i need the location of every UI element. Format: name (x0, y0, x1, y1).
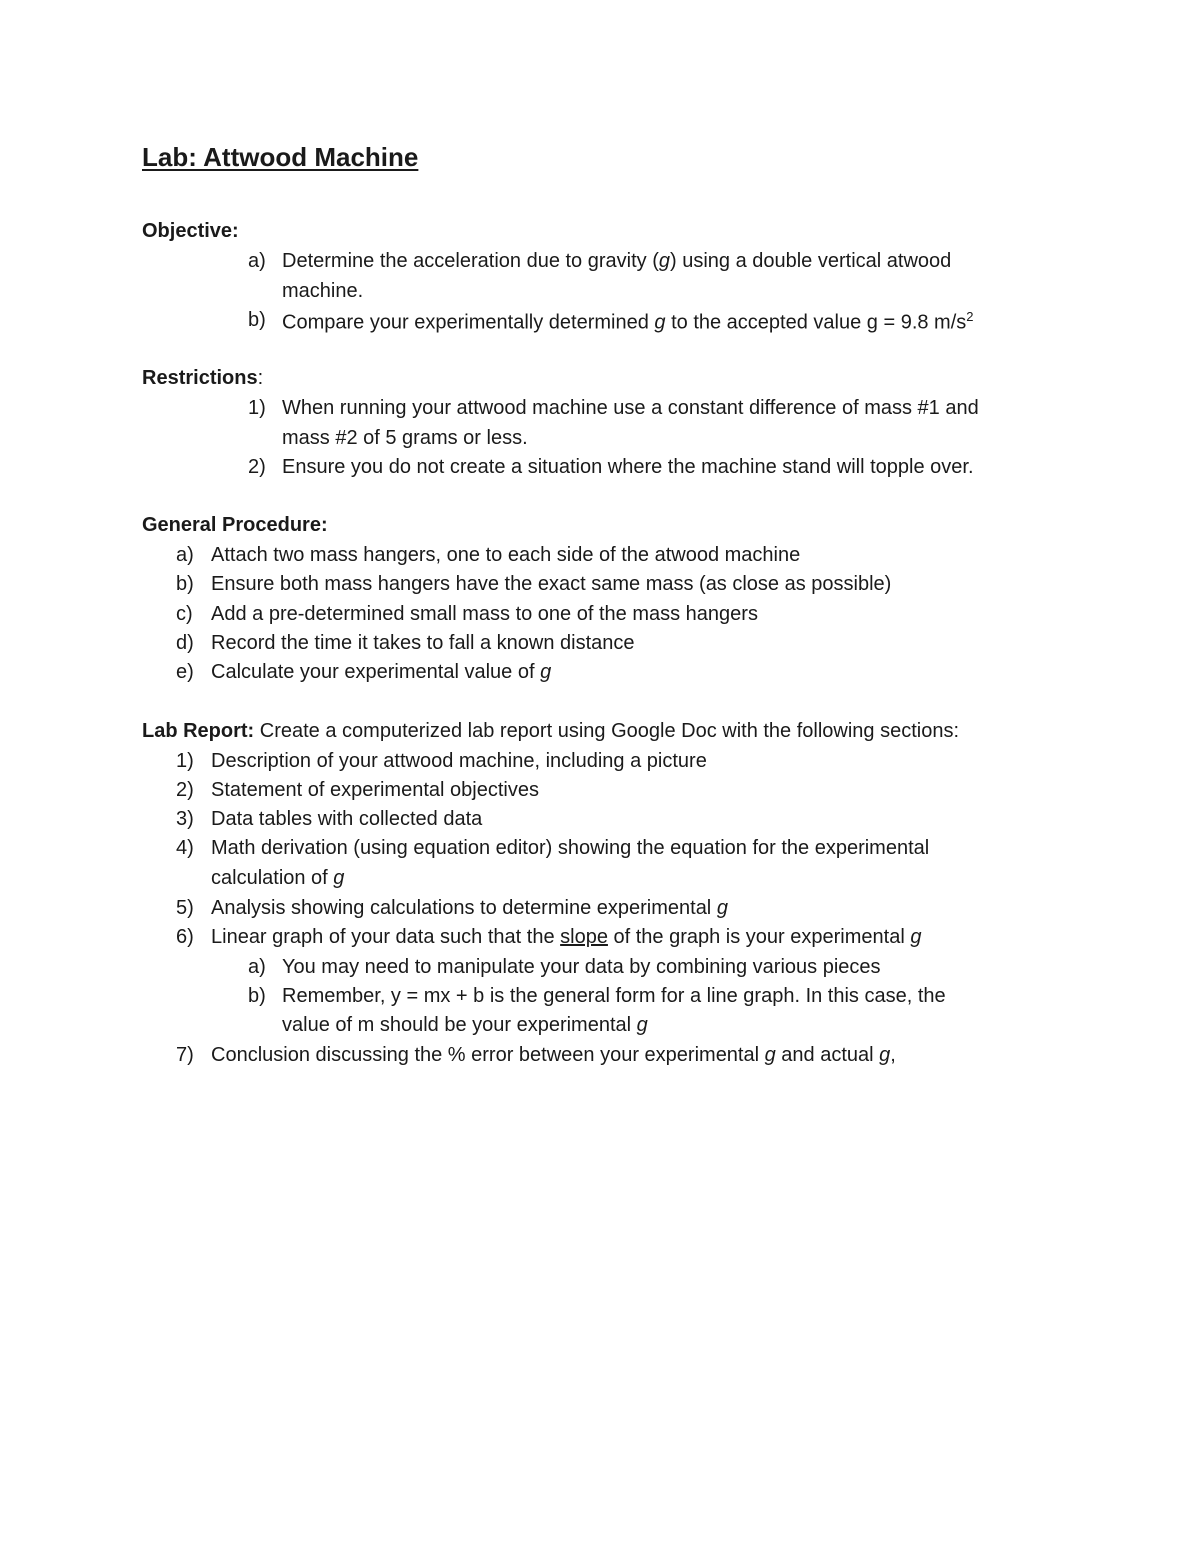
list-item: Analysis showing calculations to determine experimental g (211, 897, 728, 919)
list-item-continuation: calculation of g (211, 867, 345, 889)
list-item-continuation: mass #2 of 5 grams or less. (282, 427, 528, 449)
list-marker: 6) (176, 926, 194, 948)
list-marker: e) (176, 661, 194, 683)
list-marker: 2) (248, 456, 266, 478)
list-item: Math derivation (using equation editor) showing the equation for the experimental (211, 837, 930, 859)
list-item: Calculate your experimental value of g (211, 661, 552, 683)
list-item: Linear graph of your data such that the slope of the graph is your experimental g (211, 926, 922, 948)
list-marker: b) (248, 985, 266, 1007)
list-item: Record the time it takes to fall a known distance (211, 632, 635, 654)
procedure-heading: General Procedure: (142, 514, 328, 536)
restrictions-heading: Restrictions: (142, 367, 264, 389)
list-marker: c) (176, 603, 193, 625)
list-marker: a) (248, 250, 266, 272)
list-item: Determine the acceleration due to gravity (g) using a double vertical atwood (282, 250, 952, 272)
list-item: Ensure both mass hangers have the exact same mass (as close as possible) (211, 573, 892, 595)
list-item: Compare your experimentally determined g to the accepted value g = 9.8 $m/s^2$ (282, 309, 974, 334)
list-marker: 1) (248, 397, 266, 419)
list-item: When running your attwood machine use a constant difference of mass #1 and (282, 397, 979, 419)
list-item: Add a pre-determined small mass to one of the mass hangers (211, 603, 758, 625)
list-marker: 4) (176, 837, 194, 859)
report-heading: Lab Report: Create a computerized lab report using Google Doc with the following sections: (142, 720, 960, 742)
list-item: Conclusion discussing the % error between your experimental g and actual g, (211, 1044, 896, 1066)
list-marker: 2) (176, 779, 194, 801)
sub-list-item-continuation: value of m should be your experimental g (282, 1014, 648, 1036)
list-item: Attach two mass hangers, one to each side of the atwood machine (211, 544, 801, 566)
list-item-continuation: machine. (282, 280, 364, 302)
sub-list-item: Remember, y = mx + b is the general form for a line graph. In this case, the (282, 985, 946, 1007)
list-marker: 5) (176, 897, 194, 919)
list-item: Statement of experimental objectives (211, 779, 539, 801)
list-marker: b) (176, 573, 194, 595)
list-marker: a) (248, 956, 266, 978)
page-title: Lab: Attwood Machine (142, 142, 419, 172)
list-item: Data tables with collected data (211, 808, 483, 830)
list-marker: d) (176, 632, 194, 654)
sub-list-item: You may need to manipulate your data by combining various pieces (282, 956, 881, 978)
list-item: Description of your attwood machine, including a picture (211, 750, 707, 772)
list-marker: 1) (176, 750, 194, 772)
objective-heading: Objective: (142, 220, 239, 242)
list-marker: a) (176, 544, 194, 566)
list-marker: 7) (176, 1044, 194, 1066)
list-marker: 3) (176, 808, 194, 830)
list-item: Ensure you do not create a situation where the machine stand will topple over. (282, 456, 974, 478)
slope-word: slope (560, 926, 608, 948)
list-marker: b) (248, 309, 266, 331)
